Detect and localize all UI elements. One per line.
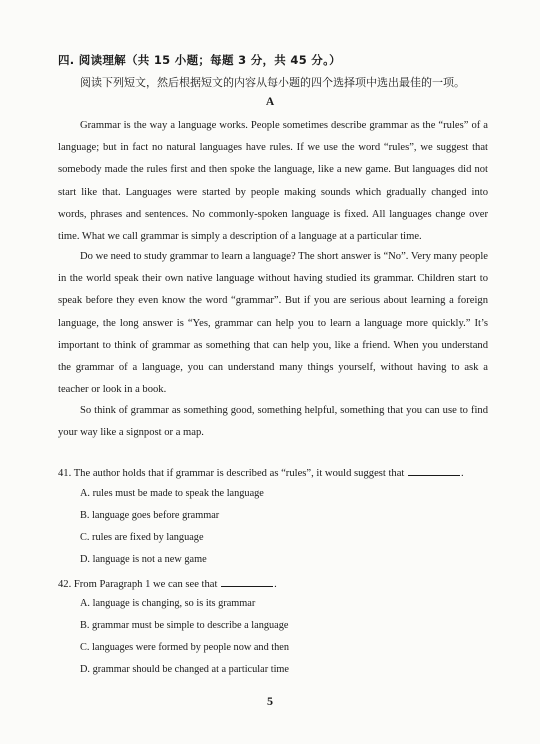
- question-41-option-a: A. rules must be made to speak the language: [80, 488, 264, 499]
- question-42-stem: [58, 576, 498, 590]
- question-42-end: .: [274, 579, 277, 590]
- question-42-option-a: A. language is changing, so is its grammar: [80, 598, 256, 609]
- question-41-end: .: [461, 468, 464, 479]
- answer-blank: [408, 465, 460, 476]
- question-42-text: 42. From Paragraph 1 we can see that: [58, 579, 218, 590]
- passage-label: A: [265, 96, 275, 108]
- question-42-option-d: D. grammar should be changed at a particular time: [80, 664, 290, 675]
- question-41-text: 41. The author holds that if grammar is described as “rules”, it would suggest that: [58, 468, 405, 479]
- question-42-option-b: B. grammar must be simple to describe a language: [80, 620, 289, 631]
- passage-paragraph-2: Do we need to study grammar to learn a language? The short answer is “No”. Very many people in the world speak their own native language without having studied its grammar. Children start to speak before they even know the word “grammar”. But if you are serious about learning a foreign language, the long answer is “Yes, grammar can help you to learn a language more quickly.” It’s important to think of grammar as something that can help you, like a friend. When you understand the grammar of a language, you can understand many things yourself, without having to ask a teacher or look in a book.: [58, 251, 488, 396]
- question-41-option-d: D. language is not a new game: [80, 554, 207, 565]
- question-42-option-c: C. languages were formed by people now and then: [80, 642, 290, 653]
- passage-paragraph-3: So think of grammar as something good, something helpful, something that you can use to find your way like a signpost or a map.: [58, 405, 488, 439]
- answer-blank: [221, 576, 273, 587]
- passage-paragraph-1: Grammar is the way a language works. People sometimes describe grammar as the “rules” of a language; but in fact no natural languages have rules. If we use the word “rules”, we suggest that somebody made the rules first and then spoke the language, like a new game. But languages did not start like that. Languages were started by people making sounds which gradually changed into words, phrases and sentences. No commonly-spoken language is fixed. All languages change over time. What we call grammar is simply a description of a language at a particular time.: [58, 120, 488, 243]
- question-41-option-b: B. language goes before grammar: [80, 510, 220, 521]
- section-instruction: 阅读下列短文，然后根据短文的内容从每小题的四个选择项中选出最佳的一项。: [80, 76, 465, 89]
- question-41-option-c: C. rules are fixed by language: [80, 532, 204, 543]
- section-heading: 四. 阅读理解（共 15 小题；每题 3 分，共 45 分。）: [58, 53, 341, 67]
- question-41-stem: [58, 465, 498, 479]
- page-number: 5: [267, 694, 273, 708]
